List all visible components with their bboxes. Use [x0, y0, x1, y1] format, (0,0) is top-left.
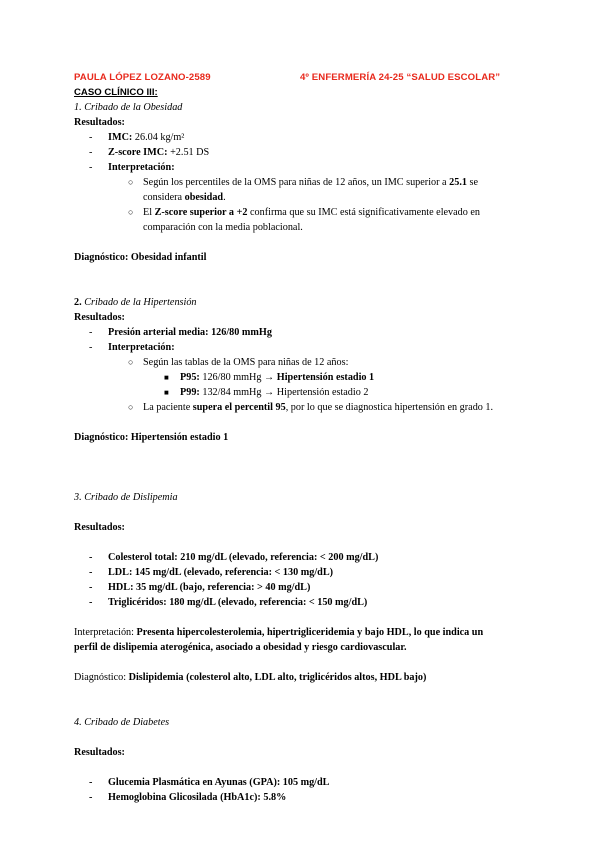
section-3-title: 3. Cribado de Dislipemia [74, 492, 178, 503]
sub-list-item-cont: comparación con la media poblacional. [143, 222, 303, 233]
list-item [74, 340, 544, 355]
list-item [74, 595, 544, 610]
circle-bullet: ○ [128, 177, 134, 187]
text: , por lo que se diagnostica hipertensión en grado 1. [285, 402, 494, 413]
document-page [74, 70, 544, 805]
p95-result: Hipertensión estadio 1 [276, 372, 375, 383]
sub-list-item [74, 175, 544, 190]
text: . [223, 192, 226, 203]
square-bullet: ■ [164, 373, 169, 382]
list-item [74, 550, 544, 565]
dash-bullet: - [89, 552, 93, 563]
sub-list-item [74, 400, 544, 415]
obesity-term: obesidad [184, 192, 224, 203]
interpretation-label: Interpretación: [108, 162, 175, 173]
p99-value: 132/84 mmHg → Hipertensión estadio 2 [199, 387, 369, 398]
p95-value: 126/80 mmHg → [199, 372, 277, 383]
imc-threshold: 25.1 [449, 177, 467, 188]
section-3-diagnosis [74, 670, 544, 685]
p95-label: P95: [180, 372, 200, 383]
list-item [74, 565, 544, 580]
diagnosis-value: Dislipidemia (colesterol alto, LDL alto, triglicéridos altos, HDL bajo) [128, 672, 427, 683]
interpretation-text-cont: perfil de dislipemia aterogénica, asociado a obesidad y riesgo cardiovascular. [74, 642, 407, 653]
zscore-label: Z-score IMC: [108, 147, 168, 158]
text: se [466, 177, 479, 188]
blood-pressure: Presión arterial media: 126/80 mmHg [108, 327, 272, 338]
section-2-diagnosis: Diagnóstico: Hipertensión estadio 1 [74, 432, 229, 443]
interpretation-text: Presenta hipercolesterolemia, hipertrigliceridemia y bajo HDL, lo que indica un [136, 627, 484, 638]
zscore-value: +2.51 DS [167, 147, 210, 158]
text: confirma que su IMC está significativamente elevado en [247, 207, 481, 218]
results-label: Resultados: [74, 747, 125, 758]
imc-label: IMC: [108, 132, 133, 143]
sub-list-item [74, 355, 544, 370]
case-title: CASO CLÍNICO III: [74, 87, 158, 98]
lab-result: Hemoglobina Glicosilada (HbA1c): 5.8% [108, 792, 287, 803]
list-item [74, 580, 544, 595]
text: Según las tablas de la OMS para niñas de 12 años: [143, 357, 349, 368]
circle-bullet: ○ [128, 207, 134, 217]
section-1-title: 1. Cribado de la Obesidad [74, 102, 183, 113]
list-item [74, 775, 544, 790]
lab-result: LDL: 145 mg/dL (elevado, referencia: < 130 mg/dL) [108, 567, 334, 578]
dash-bullet: - [89, 792, 93, 803]
text: El [143, 207, 155, 218]
square-bullet: ■ [164, 388, 169, 397]
results-label: Resultados: [74, 117, 125, 128]
imc-value: 26.04 kg/m² [132, 132, 185, 143]
dash-bullet: - [89, 597, 93, 608]
sub-list-item [74, 205, 544, 220]
author-name: PAULA LÓPEZ LOZANO-2589 [74, 72, 211, 83]
interpretation-label: Interpretación: [74, 627, 137, 638]
list-item [74, 145, 544, 160]
dash-bullet: - [89, 132, 93, 143]
dash-bullet: - [89, 777, 93, 788]
circle-bullet: ○ [128, 402, 134, 412]
results-label: Resultados: [74, 522, 125, 533]
lab-result: Colesterol total: 210 mg/dL (elevado, referencia: < 200 mg/dL) [108, 552, 379, 563]
section-2-title [74, 295, 544, 310]
lab-result: Triglicéridos: 180 mg/dL (elevado, referencia: < 150 mg/dL) [108, 597, 368, 608]
lab-result: HDL: 35 mg/dL (bajo, referencia: > 40 mg/dL) [108, 582, 311, 593]
text: considera [143, 192, 185, 203]
p99-label: P99: [180, 387, 200, 398]
results-label: Resultados: [74, 312, 125, 323]
dash-bullet: - [89, 567, 93, 578]
percentile-term: supera el percentil 95 [192, 402, 286, 413]
dash-bullet: - [89, 327, 93, 338]
section-title-text: Cribado de la Hipertensión [81, 297, 197, 308]
dash-bullet: - [89, 342, 93, 353]
section-4-title: 4. Cribado de Diabetes [74, 717, 170, 728]
section-1-diagnosis: Diagnóstico: Obesidad infantil [74, 252, 207, 263]
list-item [74, 130, 544, 145]
zscore-threshold: Z-score superior a +2 [154, 207, 248, 218]
sub-sub-list-item [74, 385, 544, 400]
section-number: 2. [74, 297, 82, 308]
sub-sub-list-item [74, 370, 544, 385]
dash-bullet: - [89, 162, 93, 173]
text: La paciente [143, 402, 193, 413]
interpretation-label: Interpretación: [108, 342, 175, 353]
circle-bullet: ○ [128, 357, 134, 367]
list-item [74, 325, 544, 340]
interpretation-paragraph [74, 625, 544, 640]
diagnosis-label: Diagnóstico: [74, 672, 129, 683]
sub-list-item-cont [74, 190, 544, 205]
list-item [74, 160, 544, 175]
dash-bullet: - [89, 582, 93, 593]
text: Según los percentiles de la OMS para niñas de 12 años, un IMC superior a [143, 177, 450, 188]
lab-result: Glucemia Plasmática en Ayunas (GPA): 105 mg/dL [108, 777, 330, 788]
course-title: 4º ENFERMERÍA 24-25 “SALUD ESCOLAR” [300, 72, 501, 83]
list-item [74, 790, 544, 805]
document-header [74, 70, 544, 85]
dash-bullet: - [89, 147, 93, 158]
